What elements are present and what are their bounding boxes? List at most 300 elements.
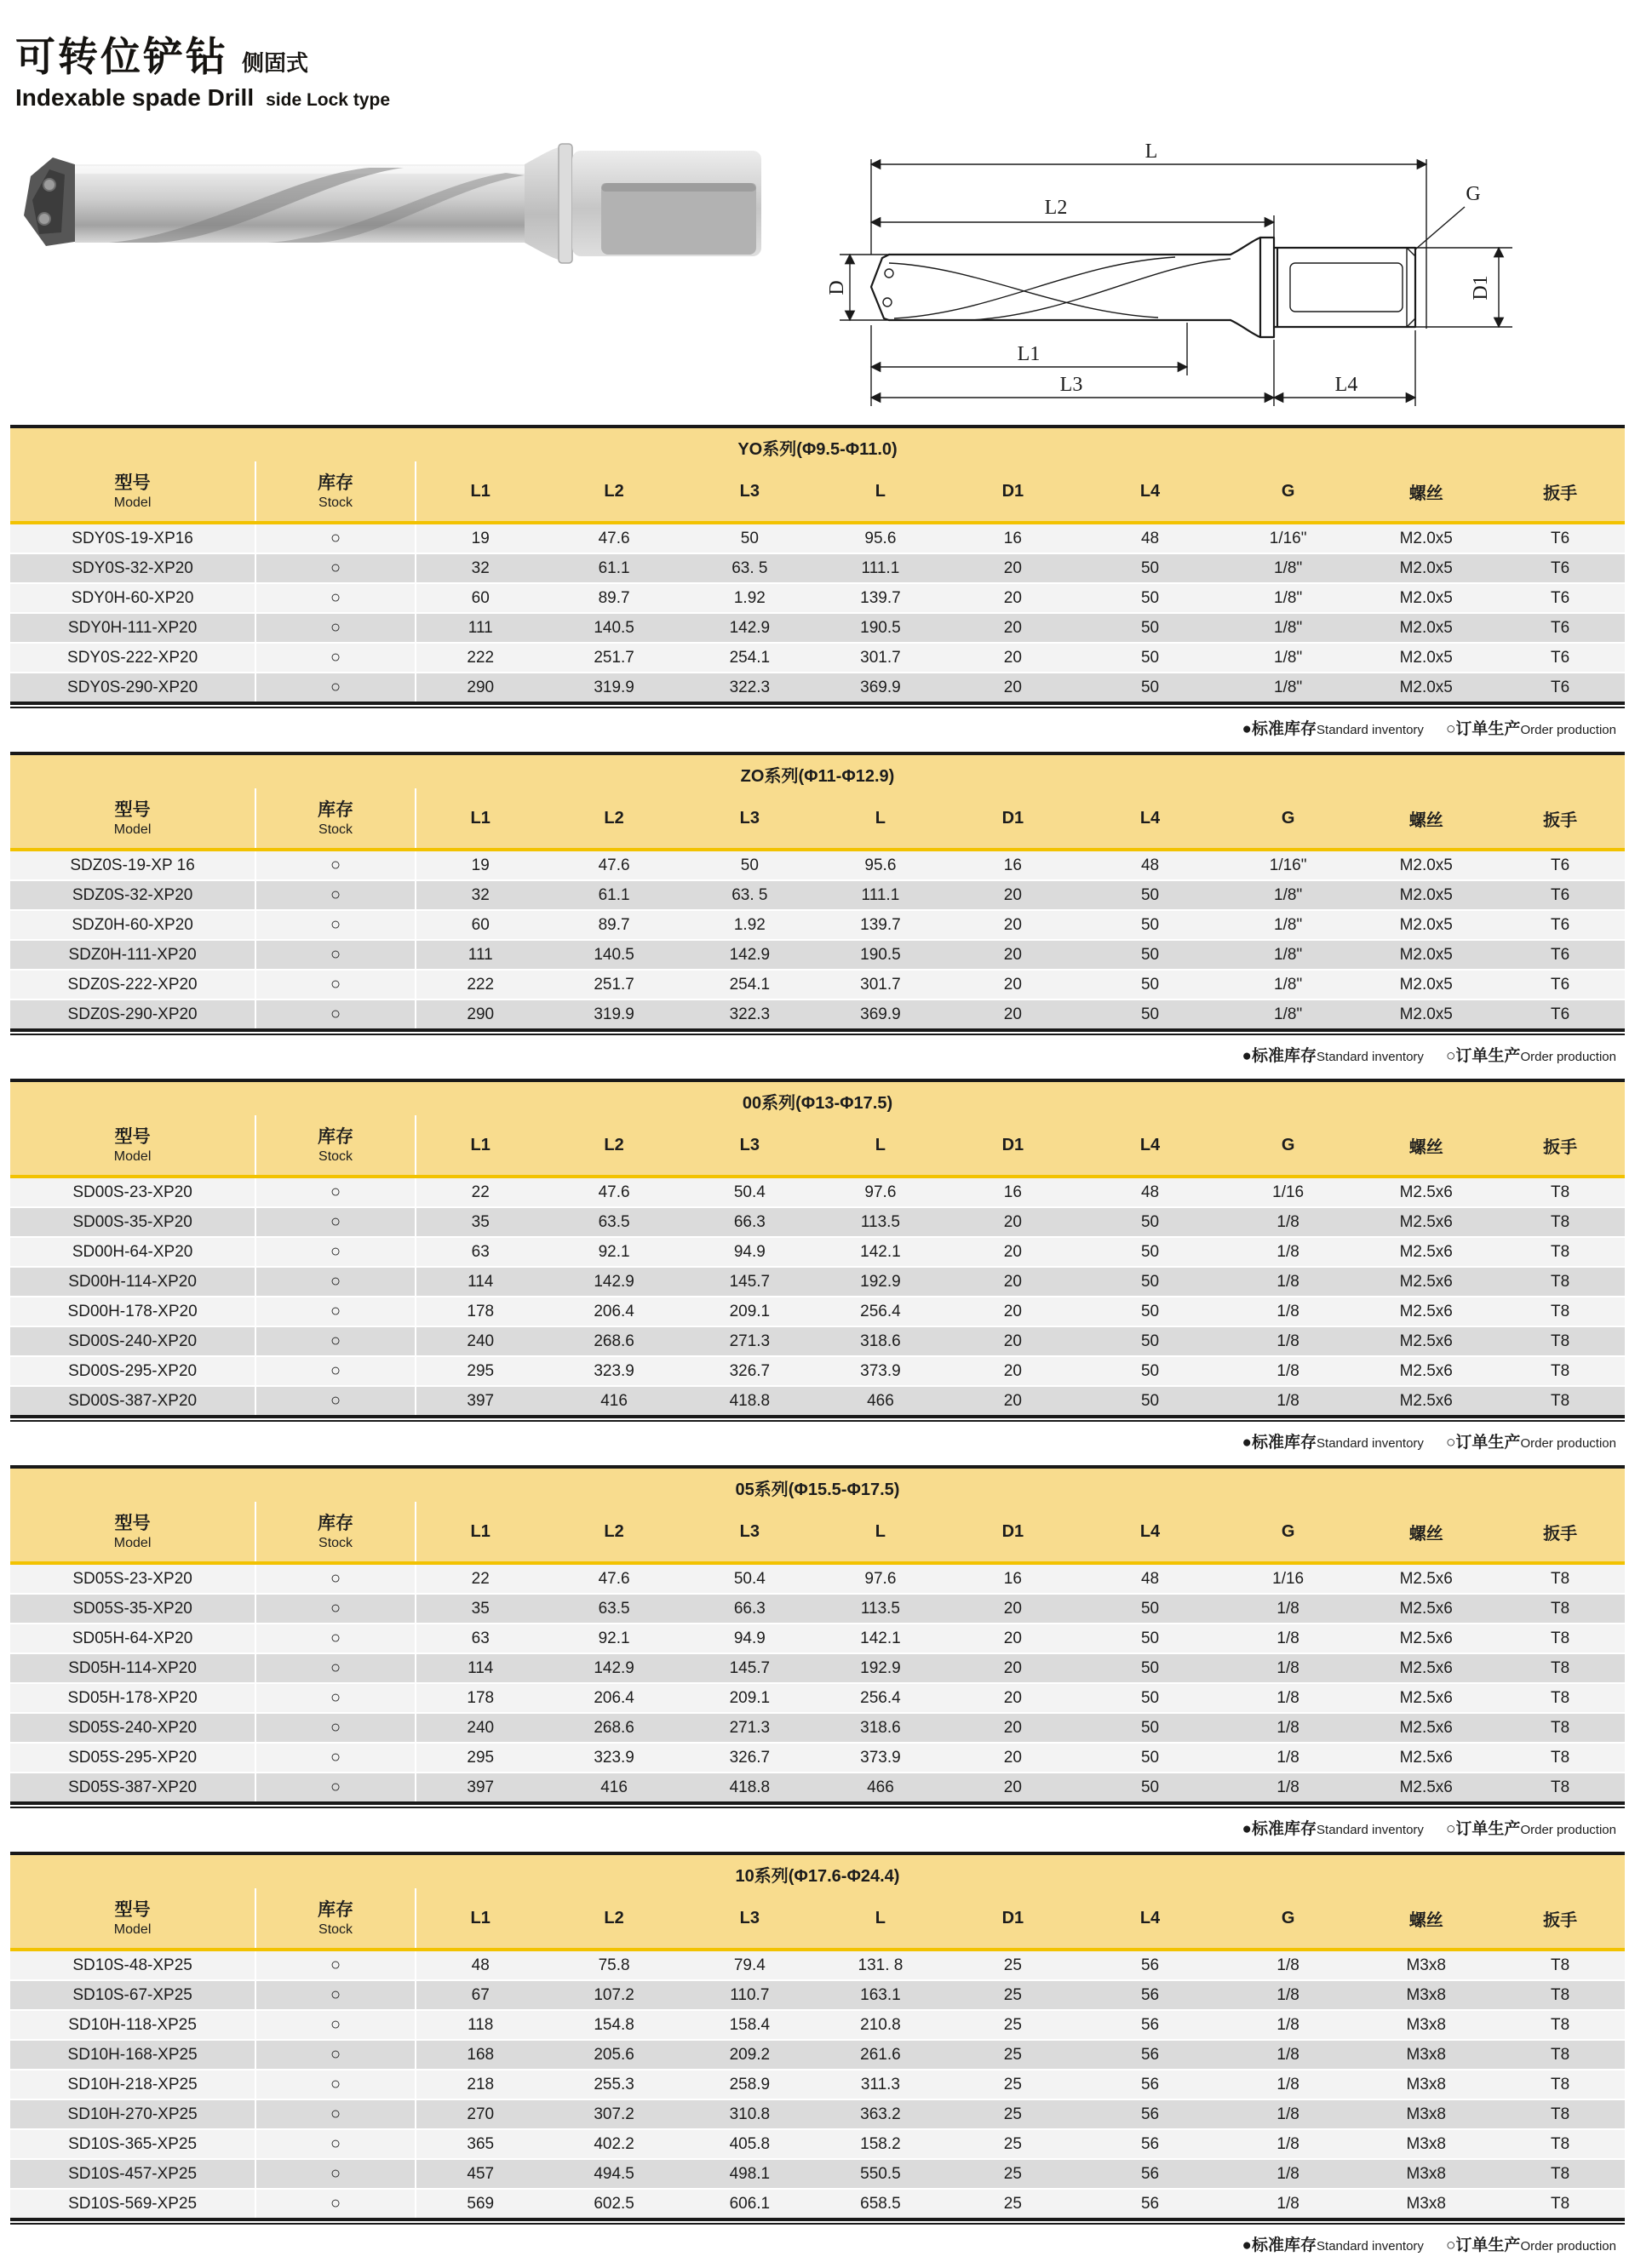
col-l4: L4 [1081, 1502, 1219, 1563]
l4-cell: 56 [1081, 1950, 1219, 1980]
l2-cell: 494.5 [545, 2159, 684, 2189]
l4-cell: 56 [1081, 2159, 1219, 2189]
d1-cell: 20 [945, 970, 1081, 999]
l1-cell: 365 [416, 2129, 545, 2159]
col-l: L [816, 1502, 945, 1563]
l-cell: 210.8 [816, 2010, 945, 2040]
col-stock-zh: 库存 [318, 472, 354, 493]
dim-label-l4: L4 [1334, 374, 1358, 396]
l3-cell: 418.8 [684, 1386, 816, 1415]
l4-cell: 50 [1081, 1267, 1219, 1297]
col-stock [255, 1115, 416, 1177]
l1-cell: 35 [416, 1594, 545, 1624]
l1-cell: 178 [416, 1297, 545, 1326]
stock-cell: ○ [255, 999, 416, 1028]
l4-cell: 56 [1081, 2040, 1219, 2070]
screw-cell: M3x8 [1357, 2070, 1495, 2099]
col-l4: L4 [1081, 1888, 1219, 1950]
col-stock-zh: 库存 [318, 1513, 354, 1533]
col-wrench: 扳手 [1495, 1888, 1625, 1950]
table-row [10, 1594, 1625, 1624]
table-bottom-rule [10, 1415, 1625, 1422]
table-row [10, 970, 1625, 999]
l3-cell: 79.4 [684, 1950, 816, 1980]
col-l1: L1 [416, 788, 545, 850]
spec-table-00 [10, 1079, 1625, 1415]
col-l1: L1 [416, 1115, 545, 1177]
screw-cell: M2.5x6 [1357, 1267, 1495, 1297]
l-cell: 658.5 [816, 2189, 945, 2218]
model-cell: SD00S-240-XP20 [10, 1326, 255, 1356]
page-subtitle-zh: 侧固式 [242, 50, 309, 76]
stock-cell: ○ [255, 2040, 416, 2070]
l-cell: 190.5 [816, 613, 945, 643]
table-bottom-rule [10, 1801, 1625, 1808]
l-cell: 192.9 [816, 1653, 945, 1683]
wrench-cell: T8 [1495, 1356, 1625, 1386]
d1-cell: 20 [945, 1624, 1081, 1653]
column-header-row [10, 1115, 1625, 1177]
d1-cell: 20 [945, 1713, 1081, 1743]
l4-cell: 50 [1081, 553, 1219, 583]
wrench-cell: T8 [1495, 2010, 1625, 2040]
table-row [10, 1207, 1625, 1237]
l-cell: 97.6 [816, 1177, 945, 1207]
table-section-yo-series [10, 425, 1625, 752]
l-cell: 261.6 [816, 2040, 945, 2070]
stock-cell: ○ [255, 940, 416, 970]
series-title-row [10, 427, 1625, 461]
l1-cell: 22 [416, 1563, 545, 1594]
l3-cell: 66.3 [684, 1207, 816, 1237]
col-screw: 螺丝 [1357, 1115, 1495, 1177]
l2-cell: 323.9 [545, 1356, 684, 1386]
l3-cell: 145.7 [684, 1653, 816, 1683]
l2-cell: 206.4 [545, 1683, 684, 1713]
series-title-row [10, 753, 1625, 788]
model-cell: SD10H-168-XP25 [10, 2040, 255, 2070]
table-row [10, 2070, 1625, 2099]
wrench-cell: T6 [1495, 643, 1625, 673]
dim-label-l: L [1144, 140, 1158, 163]
l4-cell: 50 [1081, 1713, 1219, 1743]
stock-cell: ○ [255, 2189, 416, 2218]
screw-cell: M2.0x5 [1357, 523, 1495, 553]
stock-cell: ○ [255, 1177, 416, 1207]
table-bottom-rule [10, 1028, 1625, 1035]
l-cell: 163.1 [816, 1980, 945, 2010]
l1-cell: 457 [416, 2159, 545, 2189]
d1-cell: 20 [945, 1326, 1081, 1356]
spec-table-yo [10, 425, 1625, 702]
model-cell: SDZ0S-19-XP 16 [10, 850, 255, 880]
screw-cell: M3x8 [1357, 2129, 1495, 2159]
model-cell: SD10S-569-XP25 [10, 2189, 255, 2218]
col-l4: L4 [1081, 461, 1219, 523]
table-row [10, 1624, 1625, 1653]
l4-cell: 56 [1081, 2010, 1219, 2040]
col-stock-en: Stock [318, 1922, 353, 1937]
wrench-cell: T8 [1495, 1237, 1625, 1267]
l-cell: 97.6 [816, 1563, 945, 1594]
l1-cell: 290 [416, 999, 545, 1028]
wrench-cell: T6 [1495, 940, 1625, 970]
d1-cell: 25 [945, 2129, 1081, 2159]
l4-cell: 50 [1081, 643, 1219, 673]
table-row [10, 583, 1625, 613]
stock-cell: ○ [255, 1624, 416, 1653]
d1-cell: 25 [945, 2099, 1081, 2129]
stock-cell: ○ [255, 1237, 416, 1267]
table-row [10, 2040, 1625, 2070]
l3-cell: 63. 5 [684, 880, 816, 910]
l2-cell: 416 [545, 1386, 684, 1415]
wrench-cell: T8 [1495, 1624, 1625, 1653]
model-cell: SD00H-114-XP20 [10, 1267, 255, 1297]
wrench-cell: T6 [1495, 523, 1625, 553]
stock-cell: ○ [255, 850, 416, 880]
l3-cell: 326.7 [684, 1743, 816, 1773]
l3-cell: 271.3 [684, 1326, 816, 1356]
g-cell: 1/8" [1219, 999, 1357, 1028]
series-title-row [10, 1080, 1625, 1115]
l1-cell: 222 [416, 970, 545, 999]
model-cell: SD00S-35-XP20 [10, 1207, 255, 1237]
screw-cell: M3x8 [1357, 1980, 1495, 2010]
model-cell: SDZ0S-290-XP20 [10, 999, 255, 1028]
l3-cell: 322.3 [684, 999, 816, 1028]
l2-cell: 92.1 [545, 1237, 684, 1267]
table-row [10, 1563, 1625, 1594]
g-cell: 1/8 [1219, 1713, 1357, 1743]
d1-cell: 20 [945, 999, 1081, 1028]
g-cell: 1/8 [1219, 2159, 1357, 2189]
l1-cell: 218 [416, 2070, 545, 2099]
col-model-en: Model [113, 1535, 152, 1550]
l3-cell: 209.1 [684, 1683, 816, 1713]
l1-cell: 60 [416, 583, 545, 613]
g-cell: 1/8" [1219, 643, 1357, 673]
col-d1: D1 [945, 788, 1081, 850]
l4-cell: 50 [1081, 613, 1219, 643]
stock-cell: ○ [255, 880, 416, 910]
stock-cell: ○ [255, 2010, 416, 2040]
dimension-lines [826, 140, 1512, 406]
table-row [10, 1683, 1625, 1713]
stock-cell: ○ [255, 1386, 416, 1415]
l-cell: 95.6 [816, 523, 945, 553]
l3-cell: 50 [684, 850, 816, 880]
screw-cell: M2.0x5 [1357, 613, 1495, 643]
model-cell: SD00S-387-XP20 [10, 1386, 255, 1415]
g-cell: 1/8 [1219, 2010, 1357, 2040]
spec-table-zo [10, 752, 1625, 1028]
l2-cell: 142.9 [545, 1653, 684, 1683]
wrench-cell: T8 [1495, 1653, 1625, 1683]
order-production-label-en: Order production [1520, 1050, 1616, 1064]
l3-cell: 142.9 [684, 940, 816, 970]
stock-cell: ○ [255, 1326, 416, 1356]
table-row [10, 1743, 1625, 1773]
g-cell: 1/8 [1219, 2040, 1357, 2070]
wrench-cell: T6 [1495, 880, 1625, 910]
order-production-icon: ○ [1445, 1047, 1456, 1065]
col-l4: L4 [1081, 1115, 1219, 1177]
col-model [10, 1115, 255, 1177]
l4-cell: 48 [1081, 523, 1219, 553]
l3-cell: 310.8 [684, 2099, 816, 2129]
model-cell: SD00S-295-XP20 [10, 1356, 255, 1386]
screw-cell: M2.5x6 [1357, 1773, 1495, 1801]
standard-inventory-label-zh: 标准库存 [1252, 1820, 1317, 1838]
order-production-icon: ○ [1445, 720, 1456, 738]
col-l1: L1 [416, 1502, 545, 1563]
l-cell: 139.7 [816, 583, 945, 613]
l1-cell: 114 [416, 1653, 545, 1683]
col-wrench: 扳手 [1495, 1115, 1625, 1177]
dim-label-d: D [826, 280, 848, 295]
standard-inventory-label-en: Standard inventory [1317, 1823, 1424, 1837]
d1-cell: 16 [945, 1177, 1081, 1207]
l2-cell: 255.3 [545, 2070, 684, 2099]
g-cell: 1/8" [1219, 553, 1357, 583]
l1-cell: 290 [416, 673, 545, 702]
l-cell: 192.9 [816, 1267, 945, 1297]
model-cell: SDY0H-60-XP20 [10, 583, 255, 613]
col-stock-en: Stock [318, 822, 353, 837]
l3-cell: 254.1 [684, 970, 816, 999]
l1-cell: 569 [416, 2189, 545, 2218]
col-screw: 螺丝 [1357, 1502, 1495, 1563]
l1-cell: 19 [416, 523, 545, 553]
wrench-cell: T8 [1495, 1563, 1625, 1594]
l3-cell: 63. 5 [684, 553, 816, 583]
l4-cell: 50 [1081, 1297, 1219, 1326]
l-cell: 113.5 [816, 1594, 945, 1624]
screw-cell: M2.0x5 [1357, 910, 1495, 940]
stock-cell: ○ [255, 2099, 416, 2129]
col-model-zh: 型号 [114, 472, 151, 493]
standard-inventory-label-en: Standard inventory [1317, 1436, 1424, 1451]
d1-cell: 16 [945, 523, 1081, 553]
l3-cell: 110.7 [684, 1980, 816, 2010]
l-cell: 550.5 [816, 2159, 945, 2189]
series-title: ZO系列(Φ11-Φ12.9) [10, 753, 1625, 788]
stock-legend [10, 1808, 1625, 1852]
l2-cell: 47.6 [545, 1563, 684, 1594]
l3-cell: 1.92 [684, 910, 816, 940]
stock-cell: ○ [255, 1356, 416, 1386]
model-cell: SD05H-178-XP20 [10, 1683, 255, 1713]
g-cell: 1/8 [1219, 1297, 1357, 1326]
screw-cell: M2.0x5 [1357, 553, 1495, 583]
g-cell: 1/8 [1219, 1653, 1357, 1683]
standard-inventory-label-zh: 标准库存 [1252, 2236, 1317, 2254]
d1-cell: 20 [945, 1237, 1081, 1267]
l2-cell: 206.4 [545, 1297, 684, 1326]
stock-cell: ○ [255, 2070, 416, 2099]
l-cell: 95.6 [816, 850, 945, 880]
table-row [10, 910, 1625, 940]
l2-cell: 140.5 [545, 940, 684, 970]
model-cell: SD05S-23-XP20 [10, 1563, 255, 1594]
screw-cell: M3x8 [1357, 1950, 1495, 1980]
l3-cell: 158.4 [684, 2010, 816, 2040]
col-model-en: Model [113, 822, 152, 837]
standard-inventory-label-en: Standard inventory [1317, 1050, 1424, 1064]
spec-table-05 [10, 1465, 1625, 1801]
col-stock [255, 1888, 416, 1950]
screw-cell: M2.5x6 [1357, 1624, 1495, 1653]
stock-cell: ○ [255, 1773, 416, 1801]
table-row [10, 1237, 1625, 1267]
l-cell: 111.1 [816, 880, 945, 910]
g-cell: 1/8 [1219, 1624, 1357, 1653]
screw-cell: M2.5x6 [1357, 1683, 1495, 1713]
l-cell: 466 [816, 1773, 945, 1801]
screw-cell: M2.5x6 [1357, 1594, 1495, 1624]
col-l3: L3 [684, 1115, 816, 1177]
model-cell: SD05S-387-XP20 [10, 1773, 255, 1801]
l2-cell: 402.2 [545, 2129, 684, 2159]
series-title: YO系列(Φ9.5-Φ11.0) [10, 427, 1625, 461]
l4-cell: 50 [1081, 1237, 1219, 1267]
l2-cell: 47.6 [545, 523, 684, 553]
col-screw: 螺丝 [1357, 461, 1495, 523]
col-screw: 螺丝 [1357, 1888, 1495, 1950]
stock-cell: ○ [255, 1743, 416, 1773]
col-stock-en: Stock [318, 1535, 353, 1550]
order-production-label-zh: 订单生产 [1455, 1820, 1521, 1838]
column-header-row [10, 788, 1625, 850]
standard-inventory-label-zh: 标准库存 [1252, 720, 1317, 738]
d1-cell: 25 [945, 2070, 1081, 2099]
wrench-cell: T8 [1495, 2159, 1625, 2189]
model-cell: SD10S-67-XP25 [10, 1980, 255, 2010]
d1-cell: 16 [945, 1563, 1081, 1594]
table-section-00-series [10, 1079, 1625, 1465]
l3-cell: 209.2 [684, 2040, 816, 2070]
wrench-cell: T6 [1495, 613, 1625, 643]
l4-cell: 50 [1081, 940, 1219, 970]
l4-cell: 48 [1081, 1563, 1219, 1594]
wrench-cell: T6 [1495, 673, 1625, 702]
table-row [10, 1950, 1625, 1980]
l-cell: 369.9 [816, 999, 945, 1028]
wrench-cell: T8 [1495, 1326, 1625, 1356]
col-model-zh: 型号 [114, 799, 151, 820]
l1-cell: 168 [416, 2040, 545, 2070]
l4-cell: 50 [1081, 1594, 1219, 1624]
l4-cell: 50 [1081, 1683, 1219, 1713]
l3-cell: 418.8 [684, 1773, 816, 1801]
col-l1: L1 [416, 461, 545, 523]
d1-cell: 25 [945, 2040, 1081, 2070]
figures-row [10, 112, 1625, 425]
col-model-en: Model [113, 495, 152, 510]
wrench-cell: T6 [1495, 850, 1625, 880]
stock-cell: ○ [255, 1653, 416, 1683]
order-production-label-zh: 订单生产 [1455, 1047, 1521, 1065]
stock-cell: ○ [255, 1950, 416, 1980]
series-title-row [10, 1853, 1625, 1888]
model-cell: SDY0H-111-XP20 [10, 613, 255, 643]
col-stock-zh: 库存 [318, 1899, 354, 1920]
l1-cell: 63 [416, 1624, 545, 1653]
l1-cell: 397 [416, 1773, 545, 1801]
col-model [10, 788, 255, 850]
col-wrench: 扳手 [1495, 1502, 1625, 1563]
stock-legend [10, 1422, 1625, 1465]
wrench-cell: T8 [1495, 2040, 1625, 2070]
col-g: G [1219, 1115, 1357, 1177]
order-production-label-en: Order production [1520, 2239, 1616, 2254]
stock-cell: ○ [255, 2159, 416, 2189]
d1-cell: 25 [945, 2159, 1081, 2189]
dim-label-l3: L3 [1059, 374, 1083, 396]
model-cell: SD10H-270-XP25 [10, 2099, 255, 2129]
d1-cell: 16 [945, 850, 1081, 880]
stock-cell: ○ [255, 613, 416, 643]
l-cell: 256.4 [816, 1297, 945, 1326]
wrench-cell: T8 [1495, 1267, 1625, 1297]
l2-cell: 323.9 [545, 1743, 684, 1773]
table-row [10, 940, 1625, 970]
wrench-cell: T6 [1495, 999, 1625, 1028]
stock-cell: ○ [255, 1713, 416, 1743]
table-row [10, 643, 1625, 673]
dim-label-g: G [1466, 183, 1481, 205]
col-l2: L2 [545, 1115, 684, 1177]
g-cell: 1/8 [1219, 2189, 1357, 2218]
table-row [10, 1326, 1625, 1356]
l2-cell: 47.6 [545, 1177, 684, 1207]
l2-cell: 154.8 [545, 2010, 684, 2040]
l2-cell: 61.1 [545, 553, 684, 583]
l2-cell: 268.6 [545, 1713, 684, 1743]
l2-cell: 61.1 [545, 880, 684, 910]
wrench-cell: T6 [1495, 553, 1625, 583]
wrench-cell: T6 [1495, 583, 1625, 613]
wrench-cell: T8 [1495, 1743, 1625, 1773]
l-cell: 111.1 [816, 553, 945, 583]
col-l: L [816, 1888, 945, 1950]
table-row [10, 2189, 1625, 2218]
g-cell: 1/16 [1219, 1177, 1357, 1207]
stock-cell: ○ [255, 583, 416, 613]
order-production-label-en: Order production [1520, 723, 1616, 737]
series-title: 05系列(Φ15.5-Φ17.5) [10, 1467, 1625, 1502]
standard-inventory-label-zh: 标准库存 [1252, 1047, 1317, 1065]
d1-cell: 20 [945, 1683, 1081, 1713]
page-subtitle-en: side Lock type [266, 90, 390, 110]
d1-cell: 20 [945, 940, 1081, 970]
col-wrench: 扳手 [1495, 461, 1625, 523]
table-row [10, 1386, 1625, 1415]
l2-cell: 89.7 [545, 583, 684, 613]
stock-legend [10, 2225, 1625, 2268]
l1-cell: 19 [416, 850, 545, 880]
g-cell: 1/8 [1219, 1950, 1357, 1980]
l4-cell: 50 [1081, 1743, 1219, 1773]
standard-inventory-icon: ● [1242, 1434, 1252, 1452]
l3-cell: 405.8 [684, 2129, 816, 2159]
l1-cell: 22 [416, 1177, 545, 1207]
l2-cell: 251.7 [545, 970, 684, 999]
wrench-cell: T8 [1495, 1177, 1625, 1207]
col-l4: L4 [1081, 788, 1219, 850]
screw-cell: M2.5x6 [1357, 1207, 1495, 1237]
